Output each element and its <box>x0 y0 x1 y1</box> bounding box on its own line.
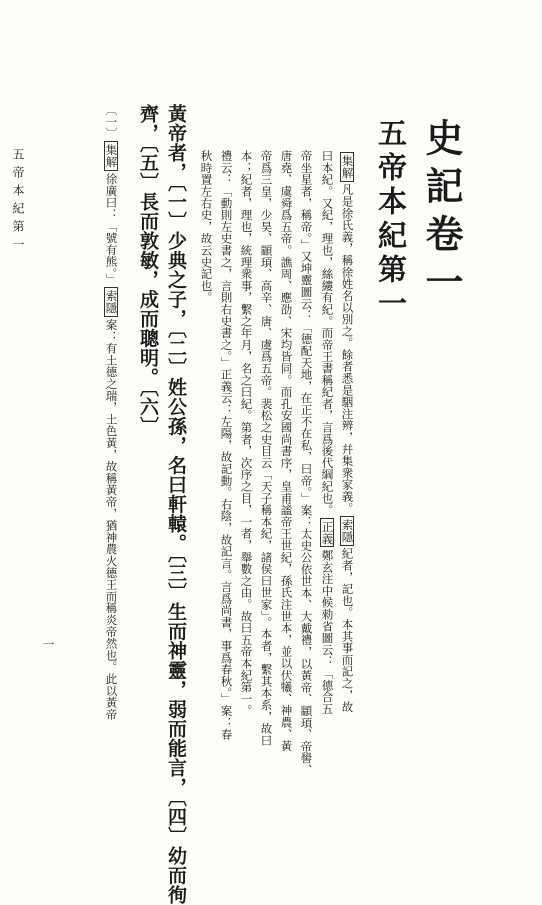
commentary-text: 徐廣曰：「號有熊。」 <box>104 173 119 286</box>
note-marker: 〔一〕 <box>104 104 119 140</box>
running-header: 五帝本紀第一 <box>11 148 25 256</box>
commentary-text: 本；紀者，理也，統理衆事，繫之年月，名之曰紀。第者，次序之目，一者，舉數之由。故曰五帝本紀第一。 <box>239 150 254 717</box>
commentary-text: 紀者，記也。本其事而記之，故 <box>340 547 355 713</box>
commentary-column <box>220 150 232 828</box>
commentary-text: 帝坐星者，稱帝。」又坤靈圖云：「德配天地，在正不在私，曰帝。」案：太史公依世本、大戴禮，以黃帝、顓頊、帝嚳、 <box>299 150 314 776</box>
chapter-title: 五帝本紀第一 <box>374 118 408 322</box>
commentary-column <box>104 104 118 794</box>
commentary-column <box>280 150 292 828</box>
commentary-text: 禮云：「動則左史書之，言則右史書之。」正義云：左陽，故記動。右陰，故記言。言爲尚書，事爲春秋。」案：春 <box>219 150 234 741</box>
commentary-text: 曰本紀。又紀，理也，絲縷有紀。而帝王書稱紀者，言爲後代綱紀也。 <box>320 150 335 516</box>
commentary-text: 唐堯、虞舜爲五帝。譙周、應劭、宋均皆同。而孔安國尚書序，皇甫謐帝王世紀，孫氏注世本，並以伏犧、神農、黃 <box>279 150 294 752</box>
suoyin-tag: 索隱 <box>340 516 354 546</box>
page-number: 一 <box>41 638 55 650</box>
jijie-tag: 集解 <box>340 152 354 182</box>
commentary-text: 鄭玄注中候勑省圖云：「德合五 <box>320 549 335 715</box>
commentary-column <box>300 150 312 828</box>
main-text-column <box>165 104 187 905</box>
commentary-text: 秋時置左右史，故云史記也。 <box>199 150 214 304</box>
zhengyi-tag: 正義 <box>320 518 334 548</box>
suoyin-tag: 索隱 <box>104 287 118 317</box>
commentary-column <box>260 150 272 828</box>
commentary-text: 凡是徐氏義，稱徐姓名以別之。餘者悉是駰注辨，幷集衆家義。 <box>340 183 355 515</box>
jijie-tag: 集解 <box>104 141 118 171</box>
commentary-column <box>240 150 252 828</box>
commentary-text: 案：有土德之瑞，土色黃，故稱黃帝，猶神農火德王而稱炎帝然也。此以黃帝 <box>104 318 119 721</box>
main-text: 黃帝者，〔一〕少典之子，〔二〕姓公孫，名曰軒轅。〔三〕生而神靈，弱而能言，〔四〕幼而徇 <box>165 104 187 905</box>
commentary-column <box>340 150 354 828</box>
main-text: 齊，〔五〕長而敦敏，成而聰明。〔六〕 <box>137 104 159 436</box>
commentary-text: 帝爲三皇，少昊、顓頊、高辛、唐、虞爲五帝。裴松之史目云「天子稱本紀，諸侯曰世家」。本者，繫其本系，故曰 <box>259 150 274 747</box>
commentary-column <box>320 150 334 828</box>
book-title: 史記卷一 <box>419 118 464 310</box>
commentary-column <box>200 150 212 828</box>
main-text-column <box>138 104 157 794</box>
